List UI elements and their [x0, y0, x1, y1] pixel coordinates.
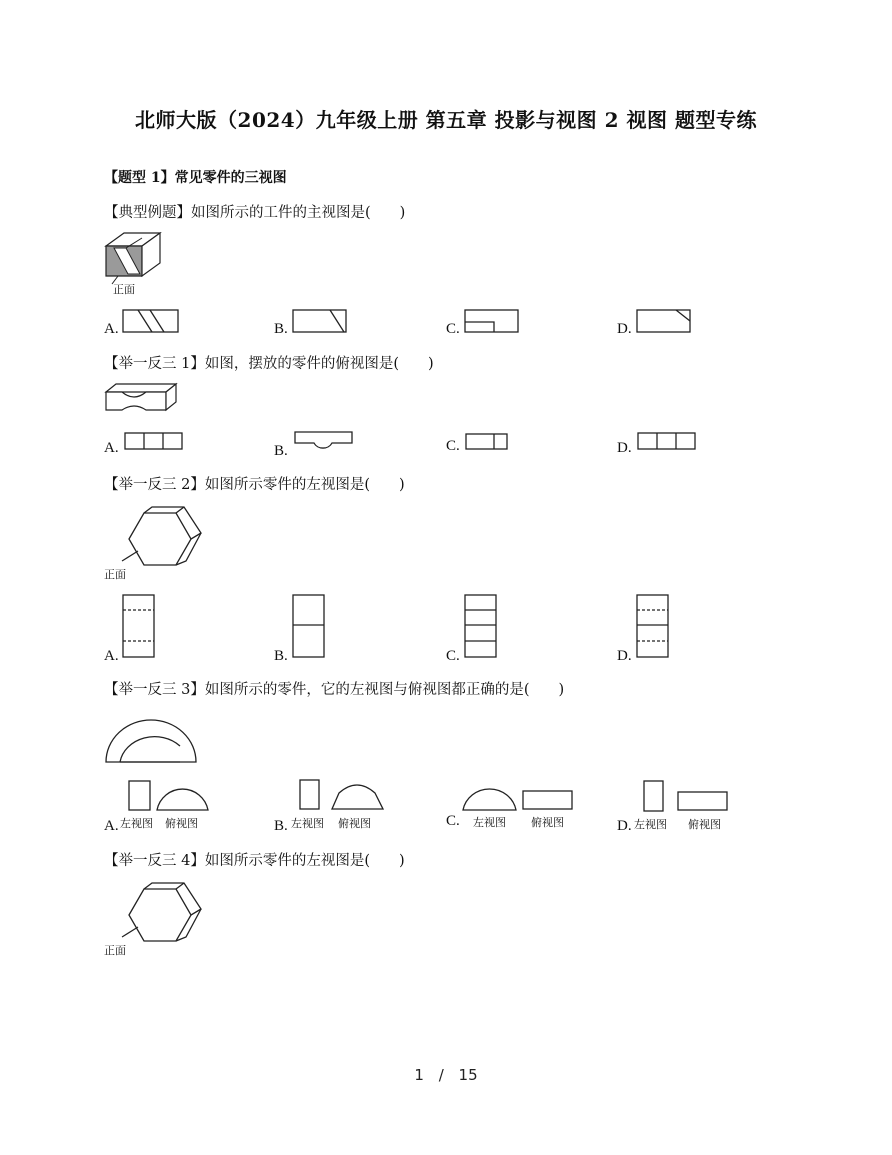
q2-part-figure: [104, 382, 178, 414]
q2-option-c-figure: [465, 433, 509, 451]
q4-option-b[interactable]: B.: [274, 818, 288, 834]
q3-option-b[interactable]: B.: [274, 648, 288, 664]
q2-option-c[interactable]: C.: [446, 438, 460, 454]
q3-front-label: 正面: [104, 568, 126, 581]
q1-option-d[interactable]: D.: [617, 321, 632, 337]
q4-option-a-left-caption: 左视图: [120, 817, 153, 830]
q3-hex-prism-figure: [104, 503, 208, 575]
q4-option-a-top-caption: 俯视图: [165, 817, 198, 830]
q2-option-a-figure: [124, 432, 184, 450]
q4-option-c-top-view: [522, 790, 574, 812]
q1-option-b-figure: [292, 309, 348, 333]
q2-option-b-figure: [294, 431, 354, 453]
q4-option-d-left-caption: 左视图: [634, 818, 667, 831]
current-page: 1: [414, 1066, 424, 1084]
q2-option-a[interactable]: A.: [104, 440, 119, 456]
q4-option-a[interactable]: A.: [104, 818, 119, 834]
q4-option-d-top-caption: 俯视图: [688, 818, 721, 831]
q4-option-a-left-view: [128, 780, 152, 812]
q1-option-a-figure: [122, 309, 180, 333]
q3-option-d[interactable]: D.: [617, 648, 632, 664]
q3-option-a-figure: [122, 594, 156, 660]
q1-option-b[interactable]: B.: [274, 321, 288, 337]
q5-front-label: 正面: [104, 944, 126, 957]
q4-option-c-left-caption: 左视图: [473, 816, 506, 829]
question-4-stem: 【举一反三 3】如图所示的零件，它的左视图与俯视图都正确的是( ): [104, 682, 565, 698]
q2-option-d[interactable]: D.: [617, 440, 632, 456]
q4-option-c-left-view: [462, 782, 518, 812]
q2-option-d-figure: [637, 432, 697, 450]
q2-option-b[interactable]: B.: [274, 443, 288, 459]
q4-option-d-left-view: [643, 780, 665, 813]
q1-option-c-figure: [464, 309, 520, 333]
page-indicator: [0, 1066, 892, 1084]
q5-hex-prism-figure: [104, 879, 208, 951]
question-5-stem: 【举一反三 4】如图所示零件的左视图是( ): [104, 853, 405, 869]
q4-option-b-left-view: [299, 779, 321, 811]
q4-option-d-top-view: [677, 791, 729, 813]
page-title: 北师大版（2024）九年级上册 第五章 投影与视图 2 视图 题型专练: [135, 108, 757, 132]
total-pages: 15: [458, 1066, 478, 1084]
section-heading: 【题型 1】常见零件的三视图: [104, 170, 287, 186]
q4-option-b-top-caption: 俯视图: [338, 817, 371, 830]
question-1-stem: 【典型例题】如图所示的工件的主视图是( ): [104, 205, 406, 221]
q4-option-c[interactable]: C.: [446, 813, 460, 829]
q4-option-d[interactable]: D.: [617, 818, 632, 834]
q4-option-a-top-view: [156, 782, 210, 812]
q3-option-c[interactable]: C.: [446, 648, 460, 664]
question-3-stem: 【举一反三 2】如图所示零件的左视图是( ): [104, 477, 405, 493]
q1-option-d-figure: [636, 309, 692, 333]
page-separator: /: [438, 1066, 444, 1084]
q4-option-b-left-caption: 左视图: [291, 817, 324, 830]
q4-half-cylinder-figure: [104, 710, 200, 766]
q3-option-a[interactable]: A.: [104, 648, 119, 664]
q3-option-b-figure: [292, 594, 326, 660]
q1-option-a[interactable]: A.: [104, 321, 119, 337]
q3-option-d-figure: [636, 594, 670, 660]
question-2-stem: 【举一反三 1】如图，摆放的零件的俯视图是( ): [104, 356, 434, 372]
q1-front-label: 正面: [113, 283, 135, 296]
q1-option-c[interactable]: C.: [446, 321, 460, 337]
q4-option-b-top-view: [331, 783, 385, 811]
q3-option-c-figure: [464, 594, 498, 660]
q4-option-c-top-caption: 俯视图: [531, 816, 564, 829]
